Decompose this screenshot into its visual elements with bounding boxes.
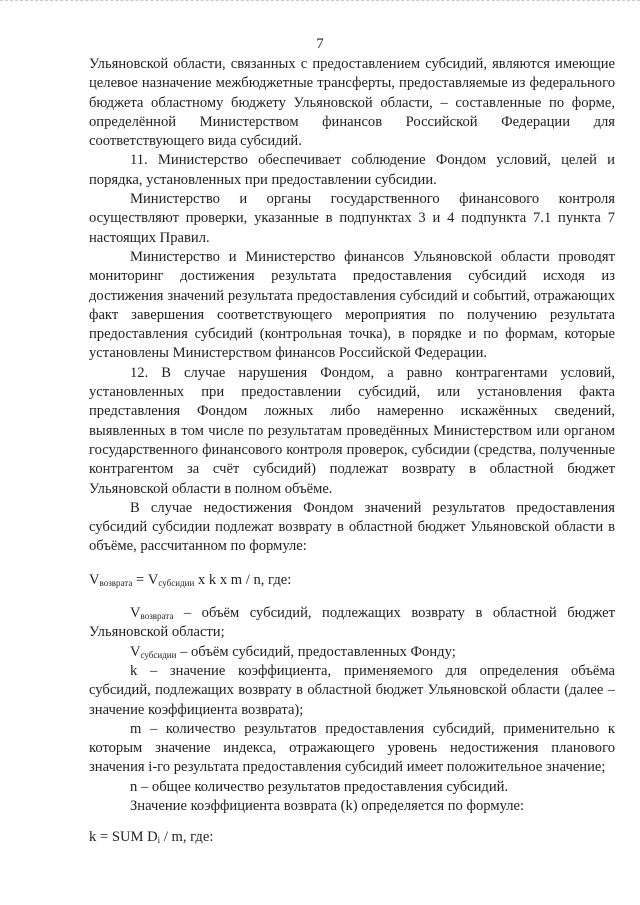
formula-k-rest: / m, где: (160, 829, 214, 846)
definition-v-subsidy (89, 643, 615, 662)
formula-eq-v: = V (132, 571, 159, 588)
formula-k (89, 828, 615, 847)
definition-m: m – количество результатов предоставления субсидий, применительно к которым значение индекса, отражающего уровень недостижения планового значения i-го результата предоставления субсидий имеет положительное значение; (89, 720, 615, 776)
definition-k: k – значение коэффициента, применяемого для определения объёма субсидий, подлежащих возврату в областной бюджет Ульяновской области (далее – значение коэффициента возврата); (89, 662, 615, 718)
document-body (89, 55, 615, 848)
paragraph-non-achievement: В случае недостижения Фондом значений результатов предоставления субсидий субсидии подлежат возврату в областной бюджет Ульяновской области в объёме, рассчитанном по формуле: (89, 499, 615, 555)
formula-return-volume (89, 571, 615, 590)
paragraph-clause-11: 11. Министерство обеспечивает соблюдение Фондом условий, целей и порядка, установленных при предоставлении субсидии. (89, 152, 615, 188)
page-number: 7 (316, 36, 324, 52)
formula-k-pre: k = SUM D (89, 829, 158, 846)
definition-vs-sub: субсидии (140, 649, 177, 660)
formula-sub-subsidy: субсидии (158, 577, 195, 588)
definition-v-sub: возврата (140, 611, 174, 622)
definition-n: n – общее количество результатов предоставления субсидий. (130, 778, 509, 795)
definition-k-formula-intro: Значение коэффициента возврата (k) определяется по формуле: (130, 797, 525, 814)
paragraph-continuation: Ульяновской области, связанных с предоставлением субсидий, являются имеющие целевое назначение межбюджетные трансферты, предоставляемые из федерального бюджета областному бюджету Ульяновской области, – составленные по форме, определённой Министерством финансов Российской Федерации для соответствующего вида субсидий. (89, 56, 615, 150)
paragraph-monitoring: Министерство и Министерство финансов Ульяновской области проводят мониторинг достижения результата предоставления субсидий исходя из достижения значений результата предоставления субсидий и событий, отражающих факт завершения соответствующего мероприятия по получению результата предоставления субсидий (контрольная точка), в порядке и по формам, которые установлены Министерством финансов Российской Федерации. (89, 248, 615, 362)
definition-v-return (89, 604, 615, 643)
definition-v-text: – объём субсидий, подлежащих возврату в областной бюджет Ульяновской области; (89, 605, 615, 641)
definition-v-symbol: V (130, 605, 141, 622)
definition-vs-symbol: V (130, 643, 141, 660)
formula-k-sub: i (157, 835, 161, 846)
paragraph-inspections: Министерство и органы государственного финансового контроля осуществляют проверки, указанные в подпунктах 3 и 4 подпункта 7.1 пункта 7 настоящих Правил. (89, 191, 615, 246)
formula-v-return: V (89, 571, 100, 588)
scan-edge (0, 0, 640, 1)
definition-vs-text: – объём субсидий, предоставленных Фонду; (176, 643, 456, 660)
paragraph-clause-12: 12. В случае нарушения Фондом, а равно контрагентами условий, установленных при предоставлении субсидий, или установления факта представления Фондом ложных либо намеренно искажённых сведений, выявленных в том числе по результатам проведённых Министерством или органом государственного финансового контроля проверок, субсидии (средства, полученные контрагентом за счёт субсидий) подлежат возврату в областной бюджет Ульяновской области в полном объёме. (89, 364, 615, 497)
formula-sub-return: возврата (99, 577, 133, 588)
formula-rest: x k x m / n, где: (194, 571, 292, 588)
